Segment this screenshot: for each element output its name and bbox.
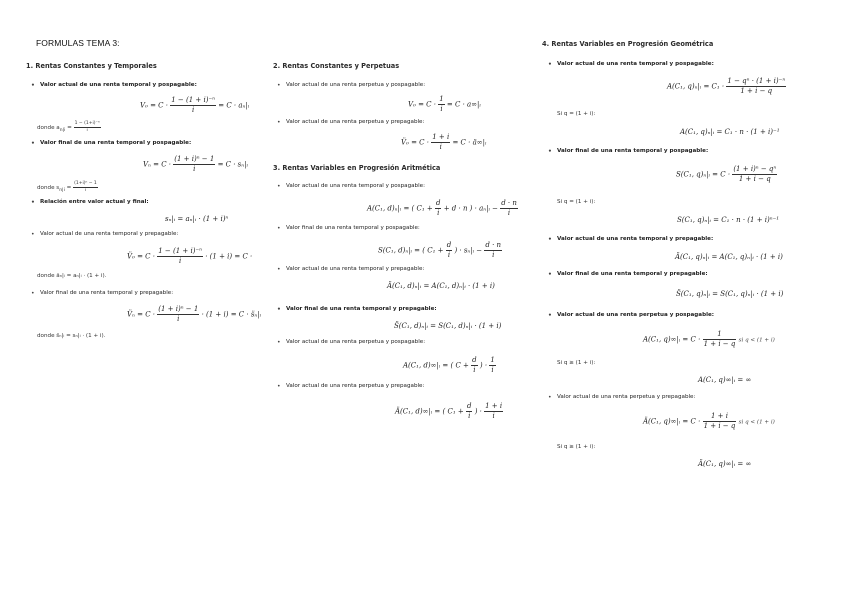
bullet-item: • Valor actual de una renta perpetua y prepagable: (557, 394, 695, 400)
section-heading-3: 3. Rentas Variables en Progresión Aritmética (273, 164, 441, 172)
section-heading-1: 1. Rentas Constantes y Temporales (26, 62, 157, 70)
bullet-item: • Valor actual de una renta temporal y pospagable: (286, 183, 425, 189)
formula: Ä(C₁, q)∞|ᵢ = ∞ (698, 460, 752, 468)
formula: Ä(C₁, q)∞|ᵢ = C · $\frac{1 + i}{1 + i - q}$ si q < (1 + i) (643, 412, 775, 430)
bullet-item: • Valor actual de una renta perpetua y pospagable: (286, 339, 425, 345)
formula: V̈ₙ = C · $\frac{\text{(1 + i)ⁿ − 1}}{i}$ · (1 + i) = C · s̈ₙ|ᵢ (127, 305, 262, 323)
formula: S(C₁, d)ₙ|ᵢ = ( C₁ + $\frac{d}{i}$ ) · sₙ|ᵢ − $\frac{d \cdot n}{i}$ (378, 241, 502, 259)
formula: A(C₁, q)ₙ|ᵢ = C₁ · n · (1 + i)⁻¹ (680, 128, 780, 136)
bullet-item: • Valor actual de una renta perpetua y pospagable: (286, 82, 425, 88)
note: donde $a_{n|i}$ = $\frac{\text{1 − (1+i)⁻ⁿ}}{i}$ (37, 121, 100, 134)
formula: V̈₀ = C · $\frac{\text{1 − (1 + i)⁻ⁿ}}{i}$ · (1 + i) = C · (127, 247, 253, 265)
bullet-item: • Relación entre valor actual y final: (40, 199, 149, 205)
condition: Si q ≥ (1 + i): (557, 444, 596, 450)
bullet-item: • Valor actual de una renta perpetua y prepagable: (286, 383, 424, 389)
bullet-item: • Valor final de una renta temporal y pospagable: (40, 140, 191, 146)
formula: Ä(C₁, d)∞|ᵢ = ( C₁ + $\frac{d}{i}$ ) · $\frac{1 + i}{i}$ (395, 402, 503, 420)
bullet-item: • Valor actual de una renta temporal y prepagable: (40, 231, 178, 237)
page-title: FORMULAS TEMA 3: (36, 38, 120, 48)
note: donde äₙ|ᵢ = aₙ|ᵢ · (1 + i). (37, 273, 107, 279)
formula: V₀ = C · $\frac{\text{1 − (1 + i)⁻ⁿ}}{i}$ = C · aₙ|ᵢ (140, 96, 250, 114)
bullet-item: • Valor actual de una renta perpetua y prepagable: (286, 119, 424, 125)
bullet-item: • Valor final de una renta temporal y prepagable: (40, 290, 173, 296)
bullet-item: • Valor actual de una renta temporal y prepagable: (286, 266, 424, 272)
formula: S(C₁, q)ₙ|ᵢ = C · $\frac{\text{(1 + i)ⁿ − qⁿ}}{1 + i - q}$ (676, 165, 777, 183)
bullet-item: • Valor actual de una renta temporal y pospagable: (557, 61, 714, 67)
formula: A(C₁, d)∞|ᵢ = ( C + $\frac{d}{i}$ ) · $\frac{1}{i}$ (403, 356, 495, 374)
note: donde s̈ₙ|ᵢ = sₙ|ᵢ · (1 + i). (37, 333, 106, 339)
formula: S̈(C₁, d)ₙ|ᵢ = S(C₁, d)ₙ|ᵢ · (1 + i) (394, 322, 502, 330)
formula: Ä(C₁, q)ₙ|ᵢ = A(C₁, q)ₙ|ᵢ · (1 + i) (675, 253, 783, 261)
condition: Si q = (1 + i): (557, 199, 596, 205)
formula: A(C₁, q)ₙ|ᵢ = C₁ · $\frac{\text{1 − qⁿ · (1 + i)⁻ⁿ}}{1 + i - q}$ (667, 77, 786, 95)
note: donde $s_{n|i}$ = $\frac{\text{(1+i)ⁿ − 1}}{i}$ (37, 181, 97, 194)
section-heading-4: 4. Rentas Variables en Progresión Geométrica (542, 40, 714, 48)
formula: sₙ|ᵢ = aₙ|ᵢ · (1 + i)ⁿ (165, 215, 229, 223)
formula: S̈(C₁, q)ₙ|ᵢ = S(C₁, q)ₙ|ᵢ · (1 + i) (676, 290, 784, 298)
bullet-item: • Valor final de una renta temporal y prepagable: (557, 271, 708, 277)
bullet-item: • Valor final de una renta temporal y pospagable: (557, 148, 708, 154)
section-heading-2: 2. Rentas Constantes y Perpetuas (273, 62, 400, 70)
formula: A(C₁, d)ₙ|ᵢ = ( C₁ + $\frac{d}{i}$ + d · n ) · aₙ|ᵢ − $\frac{d \cdot n}{i}$ (367, 199, 517, 217)
bullet-item: • Valor actual de una renta temporal y pospagable: (40, 82, 197, 88)
formula: Vₙ = C · $\frac{\text{(1 + i)ⁿ − 1}}{i}$ = C · sₙ|ᵢ (143, 155, 248, 173)
formula: A(C₁, q)∞|ᵢ = C · $\frac{1}{1 + i - q}$ si q < (1 + i) (643, 330, 775, 348)
formula: V₀ = C · $\frac{1}{i}$ = C · a∞|ᵢ (408, 95, 481, 113)
condition: Si q = (1 + i): (557, 111, 596, 117)
bullet-item: • Valor actual de una renta perpetua y pospagable: (557, 312, 714, 318)
formula: S(C₁, q)ₙ|ᵢ = C₁ · n · (1 + i)ⁿ⁻¹ (677, 216, 780, 224)
formula: V̈₀ = C · $\frac{1 + i}{i}$ = C · ä∞|ᵢ (401, 133, 487, 151)
formula: Ä(C₁, d)ₙ|ᵢ = A(C₁, d)ₙ|ᵢ · (1 + i) (387, 282, 495, 290)
formula: A(C₁, q)∞|ᵢ = ∞ (698, 376, 752, 384)
bullet-item: • Valor actual de una renta temporal y prepagable: (557, 236, 713, 242)
bullet-item: • Valor final de una renta temporal y prepagable: (286, 306, 437, 312)
bullet-item: • Valor final de una renta temporal y pospagable: (286, 225, 420, 231)
condition: Si q ≥ (1 + i): (557, 360, 596, 366)
